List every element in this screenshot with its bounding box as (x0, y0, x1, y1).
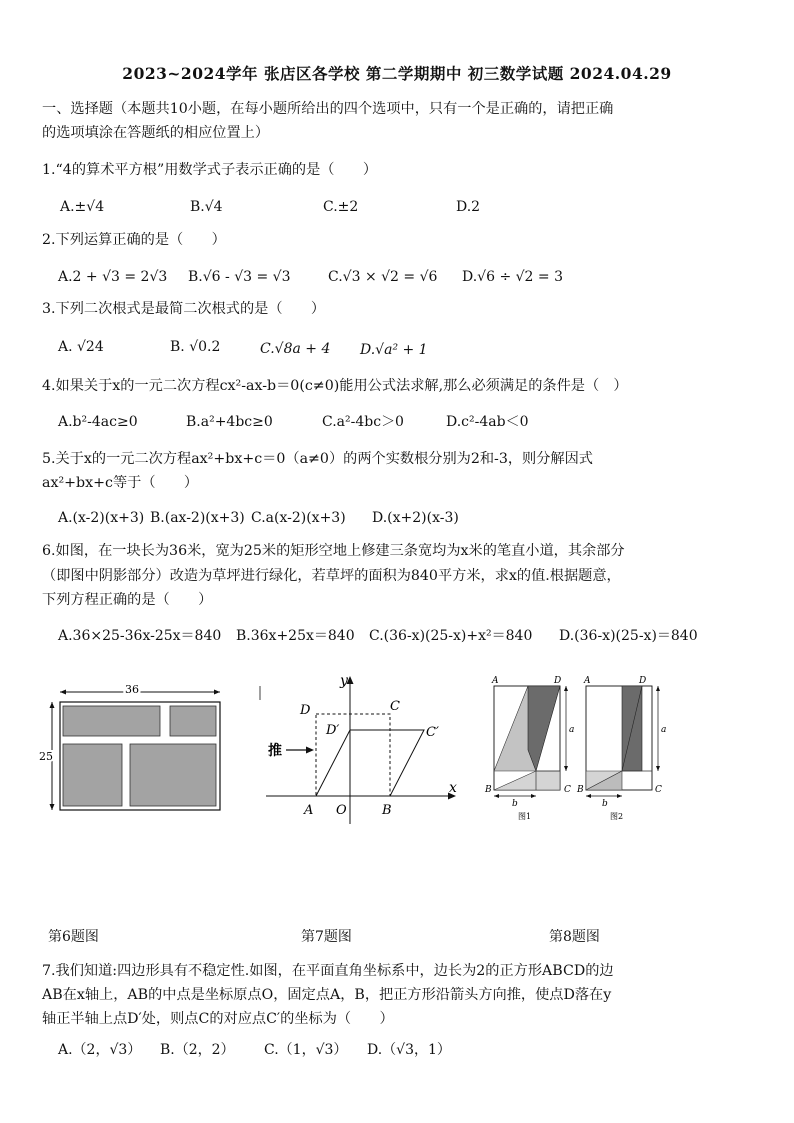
q7-option-b: B.（2，2） (160, 1042, 235, 1058)
fig8-1-label-c: C (564, 785, 571, 795)
q2-option-c: C.√3 × √2 = √6 (328, 269, 438, 285)
width-label: 25 (39, 750, 53, 763)
q2-option-d: D.√6 ÷ √2 = 3 (462, 269, 564, 285)
q4-option-b: B.a²+4bc≥0 (186, 414, 273, 430)
fig8-1-label-a-side: a (569, 725, 575, 735)
x-axis-label: x (449, 780, 457, 796)
y-axis-label: y (340, 673, 348, 689)
pushed-parallelogram (316, 730, 424, 796)
q5-option-b: B.(ax-2)(x+3) (150, 510, 245, 526)
q6-option-b: B.36x+25x＝840 (236, 628, 355, 644)
q4-option-c: C.a²-4bc＞0 (322, 414, 404, 430)
lawn-top-left (63, 706, 160, 736)
q6-option-d: D.(36-x)(25-x)＝840 (559, 628, 698, 644)
q1-option-b: B.√4 (190, 199, 223, 215)
section-heading-line2: 的选项填涂在答题纸的相应位置上） (42, 125, 270, 141)
q3-stem: 3.下列二次根式是最简二次根式的是（ ） (42, 301, 326, 317)
fig8-1-label-b: B (485, 785, 492, 795)
section-heading-line1: 一、选择题（本题共10小题，在每小题所给出的四个选项中，只有一个是正确的，请把正确 (42, 101, 614, 117)
q2-option-a: A.2 + √3 = 2√3 (58, 269, 168, 285)
q6-stem-line3: 下列方程正确的是（ ） (42, 592, 213, 608)
fig8-2-label-d: D (639, 676, 647, 686)
fig8-subcaption-2: 图2 (610, 812, 624, 821)
q3-option-d: D.√a² + 1 (360, 342, 428, 358)
point-d-prime-label: D′ (326, 723, 340, 738)
point-a-label: A (304, 803, 314, 818)
figure-8-caption: 第8题图 (549, 929, 600, 945)
fig8-1-label-d: D (554, 676, 562, 686)
lawn-bottom-left (63, 744, 122, 806)
point-c-prime-label: C′ (426, 725, 439, 740)
point-c-label: C (390, 699, 400, 714)
fig8-2-label-a: A (584, 676, 591, 686)
fig8-subcaption-1: 图1 (518, 812, 532, 821)
q1-stem: 1.“4的算术平方根”用数学式子表示正确的是（ ） (42, 162, 378, 178)
figure-7-caption: 第7题图 (301, 929, 352, 945)
figure-6-caption: 第6题图 (48, 929, 99, 945)
q7-option-c: C.（1，√3） (264, 1042, 348, 1058)
q7-stem-line2: AB在x轴上，AB的中点是坐标原点O，固定点A，B，把正方形沿箭头方向推，使点D落在y (42, 987, 612, 1003)
q6-stem-line2: （即图中阴影部分）改造为草坪进行绿化，若草坪的面积为840平方米，求x的值.根据题意， (42, 568, 621, 584)
q6-option-a: A.36×25-36x-25x＝840 (58, 628, 222, 644)
q1-option-a: A.±√4 (60, 199, 105, 215)
point-b-label: B (382, 803, 392, 818)
q5-option-c: C.a(x-2)(x+3) (251, 510, 346, 526)
fig8-1-label-b-side: b (512, 799, 518, 809)
q6-stem-line1: 6.如图，在一块长为36米，宽为25米的矩形空地上修建三条宽均为x米的笔直小道，其余部分 (42, 543, 625, 559)
page-title: 2023~2024学年 张店区各学校 第二学期期中 初三数学试题 2024.04.29 (122, 64, 672, 83)
q7-stem-line1: 7.我们知道:四边形具有不稳定性.如图，在平面直角坐标系中，边长为2的正方形ABCD的边 (42, 963, 614, 979)
point-o-label: O (336, 803, 347, 818)
figure-8 (480, 672, 666, 822)
q1-option-d: D.2 (456, 199, 481, 215)
lawn-top-right (170, 706, 216, 736)
q2-option-b: B.√6 - √3 = √3 (188, 269, 291, 285)
length-label: 36 (125, 683, 139, 696)
q7-stem-line3: 轴正半轴上点D′处，则点C的对应点C′的坐标为（ ） (42, 1011, 394, 1027)
point-d-label: D (300, 703, 311, 718)
figure-6 (36, 680, 226, 816)
q3-option-a: A. √24 (58, 339, 104, 355)
q5-option-d: D.(x+2)(x-3) (372, 510, 459, 526)
figure-7 (256, 668, 466, 826)
q4-option-d: D.c²-4ab＜0 (446, 414, 529, 430)
fig8-1-label-a: A (492, 676, 499, 686)
fig8-2-label-b: B (577, 785, 584, 795)
fig8-2-label-b-side: b (602, 799, 608, 809)
fig8-2-label-c: C (655, 785, 662, 795)
q6-option-c: C.(36-x)(25-x)+x²＝840 (369, 628, 533, 644)
q4-option-a: A.b²-4ac≥0 (58, 414, 138, 430)
q7-option-a: A.（2，√3） (58, 1042, 142, 1058)
q5-stem-line2: ax²+bx+c等于（ ） (42, 475, 199, 491)
lawn-bottom-right (130, 744, 216, 806)
q3-option-c: C.√8a + 4 (260, 341, 331, 357)
q1-option-c: C.±2 (323, 199, 359, 215)
q5-option-a: A.(x-2)(x+3) (58, 510, 145, 526)
q3-option-b: B. √0.2 (170, 339, 221, 355)
q2-stem: 2.下列运算正确的是（ ） (42, 232, 226, 248)
q7-option-d: D.（√3，1） (367, 1042, 451, 1058)
q4-stem: 4.如果关于x的一元二次方程cx²-ax-b＝0(c≠0)能用公式法求解,那么必须满足的条件是（ ） (42, 378, 628, 394)
q5-stem-line1: 5.关于x的一元二次方程ax²+bx+c＝0（a≠0）的两个实数根分别为2和-3，则分解因式 (42, 451, 593, 467)
fig8-2-label-a-side: a (661, 725, 666, 735)
push-label: 推 (268, 743, 282, 759)
